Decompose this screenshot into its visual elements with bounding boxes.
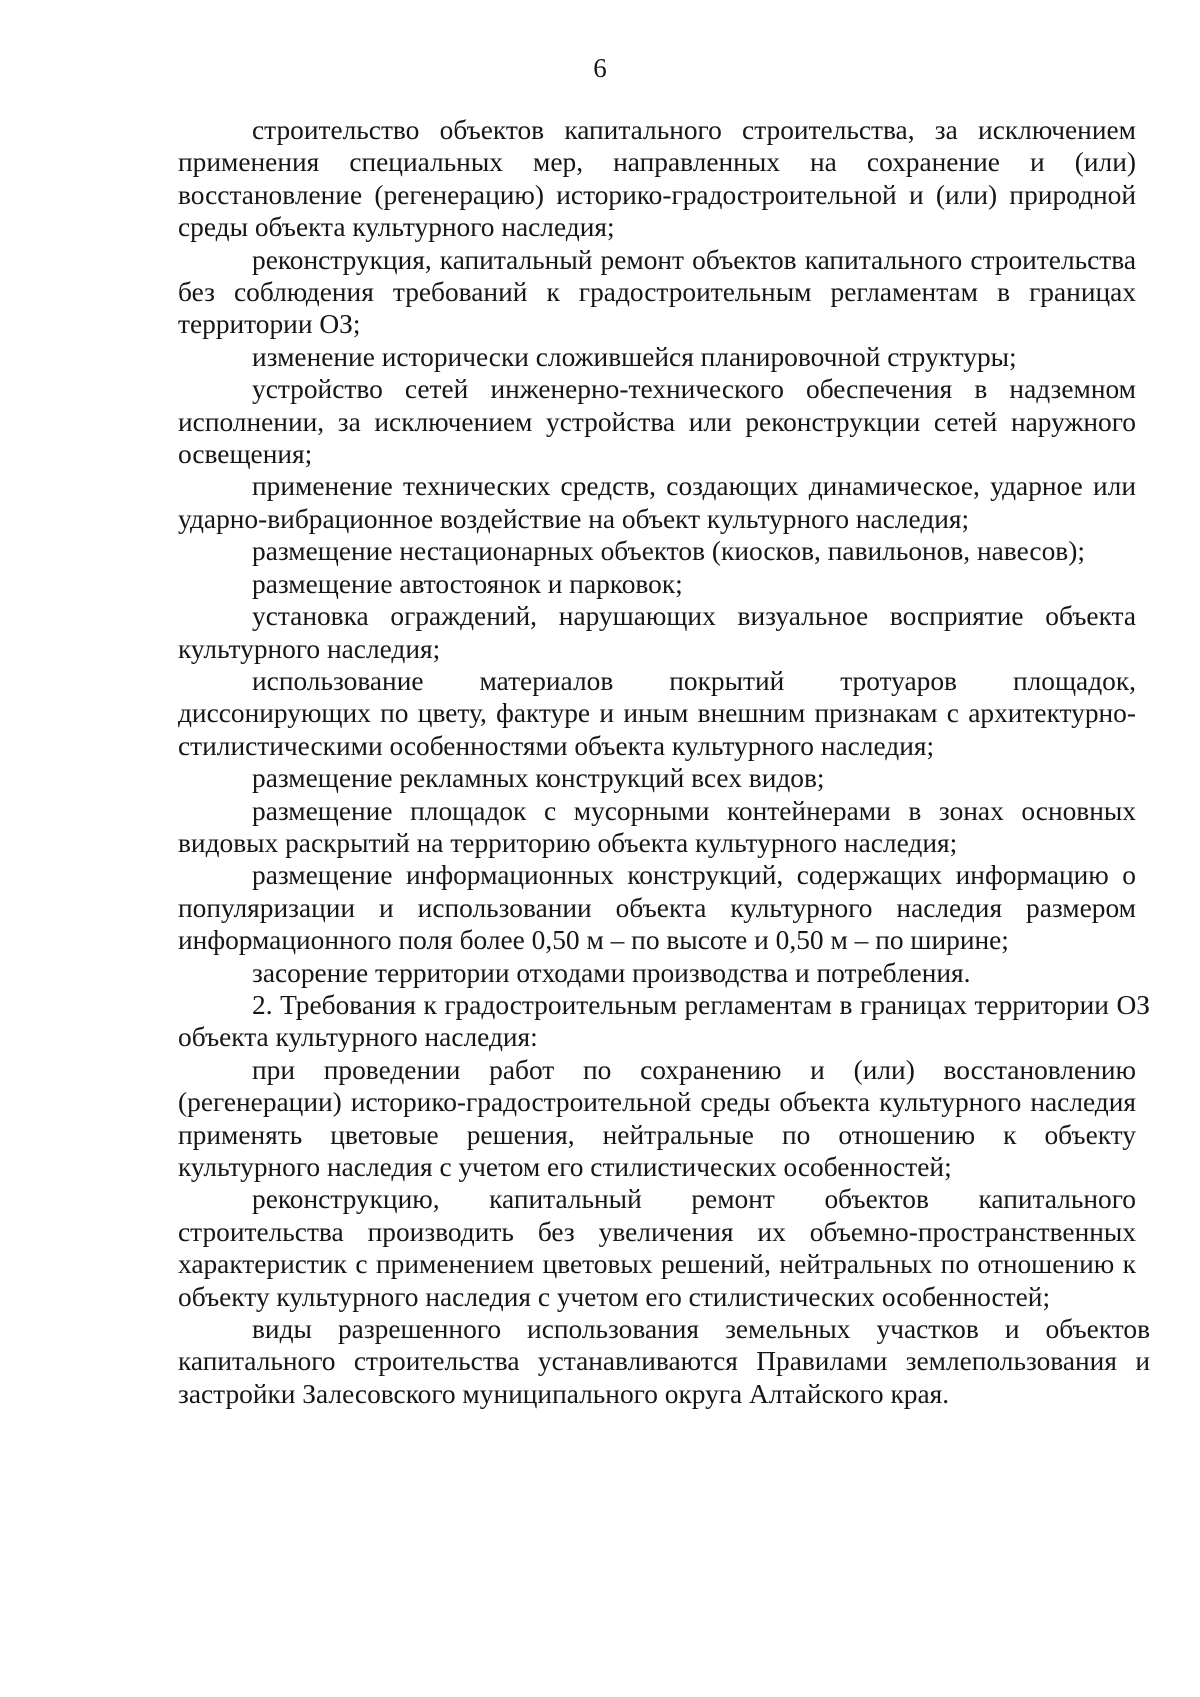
paragraph-capital-construction: строительство объектов капитального строительства, за исключением применения специальных мер, направленных на сохранение и (или) восстановление (регенерацию) историко-градостроительной и (или) природной среды объекта культурного наследия;	[178, 115, 1136, 243]
paragraph-non-stationary-objects: размещение нестационарных объектов (киосков, павильонов, навесов);	[252, 536, 1085, 567]
paragraph-engineering-networks: устройство сетей инженерно-технического обеспечения в надземном исполнении, за исключением устройства или реконструкции сетей наружного освещения;	[178, 374, 1136, 470]
paragraph-color-solutions: при проведении работ по сохранению и (или) восстановлению (регенерации) историко-градостроительной среды объекта культурного наследия применять цветовые решения, нейтральные по отношению к объекту культурного наследия с учетом его стилистических особенностей;	[178, 1054, 1136, 1182]
document-body	[178, 114, 1150, 1410]
paragraph-reconstruction: реконструкция, капитальный ремонт объектов капитального строительства без соблюдения требований к градостроительным регламентам в границах территории ОЗ;	[178, 244, 1136, 340]
paragraph-technical-means: применение технических средств, создающих динамическое, ударное или ударно-вибрационное воздействие на объект культурного наследия;	[178, 471, 1136, 534]
paragraph-permitted-use: виды разрешенного использования земельных участков и объектов капитального строительства устанавливаются Правилами землепользования и застройки Залесовского муниципального округа Алтайского края.	[178, 1314, 1150, 1409]
paragraph-advertising: размещение рекламных конструкций всех видов;	[252, 763, 825, 794]
paragraph-parking: размещение автостоянок и парковок;	[252, 568, 683, 599]
paragraph-reconstruction-requirements: реконструкцию, капитальный ремонт объектов капитального строительства производить без увеличения их объемно-пространственных характеристик с применением цветовых решений, нейтральных по отношению к объекту культурного наследия с учетом его стилистических особенностей;	[178, 1184, 1136, 1312]
page-number: 6	[593, 53, 607, 83]
paragraph-information-structures: размещение информационных конструкций, содержащих информацию о популяризации и использовании объекта культурного наследия размером информационного поля более 0,50 м – по высоте и 0,50 м – по ширине;	[178, 860, 1136, 956]
paragraph-fences: установка ограждений, нарушающих визуальное восприятие объекта культурного наследия;	[178, 601, 1136, 664]
paragraph-littering: засорение территории отходами производства и потребления.	[252, 957, 971, 988]
paragraph-planning-structure: изменение исторически сложившейся планировочной структуры;	[252, 341, 1017, 372]
paragraph-section-2-heading: 2. Требования к градостроительным регламентам в границах территории ОЗ объекта культурного наследия:	[178, 989, 1150, 1053]
paragraph-waste-containers: размещение площадок с мусорными контейнерами в зонах основных видовых раскрытий на территорию объекта культурного наследия;	[178, 795, 1136, 858]
paragraph-materials: использование материалов покрытий тротуаров площадок, диссонирующих по цвету, фактуре и иным внешним признакам с архитектурно-стилистическими особенностями объекта культурного наследия;	[178, 665, 1136, 761]
